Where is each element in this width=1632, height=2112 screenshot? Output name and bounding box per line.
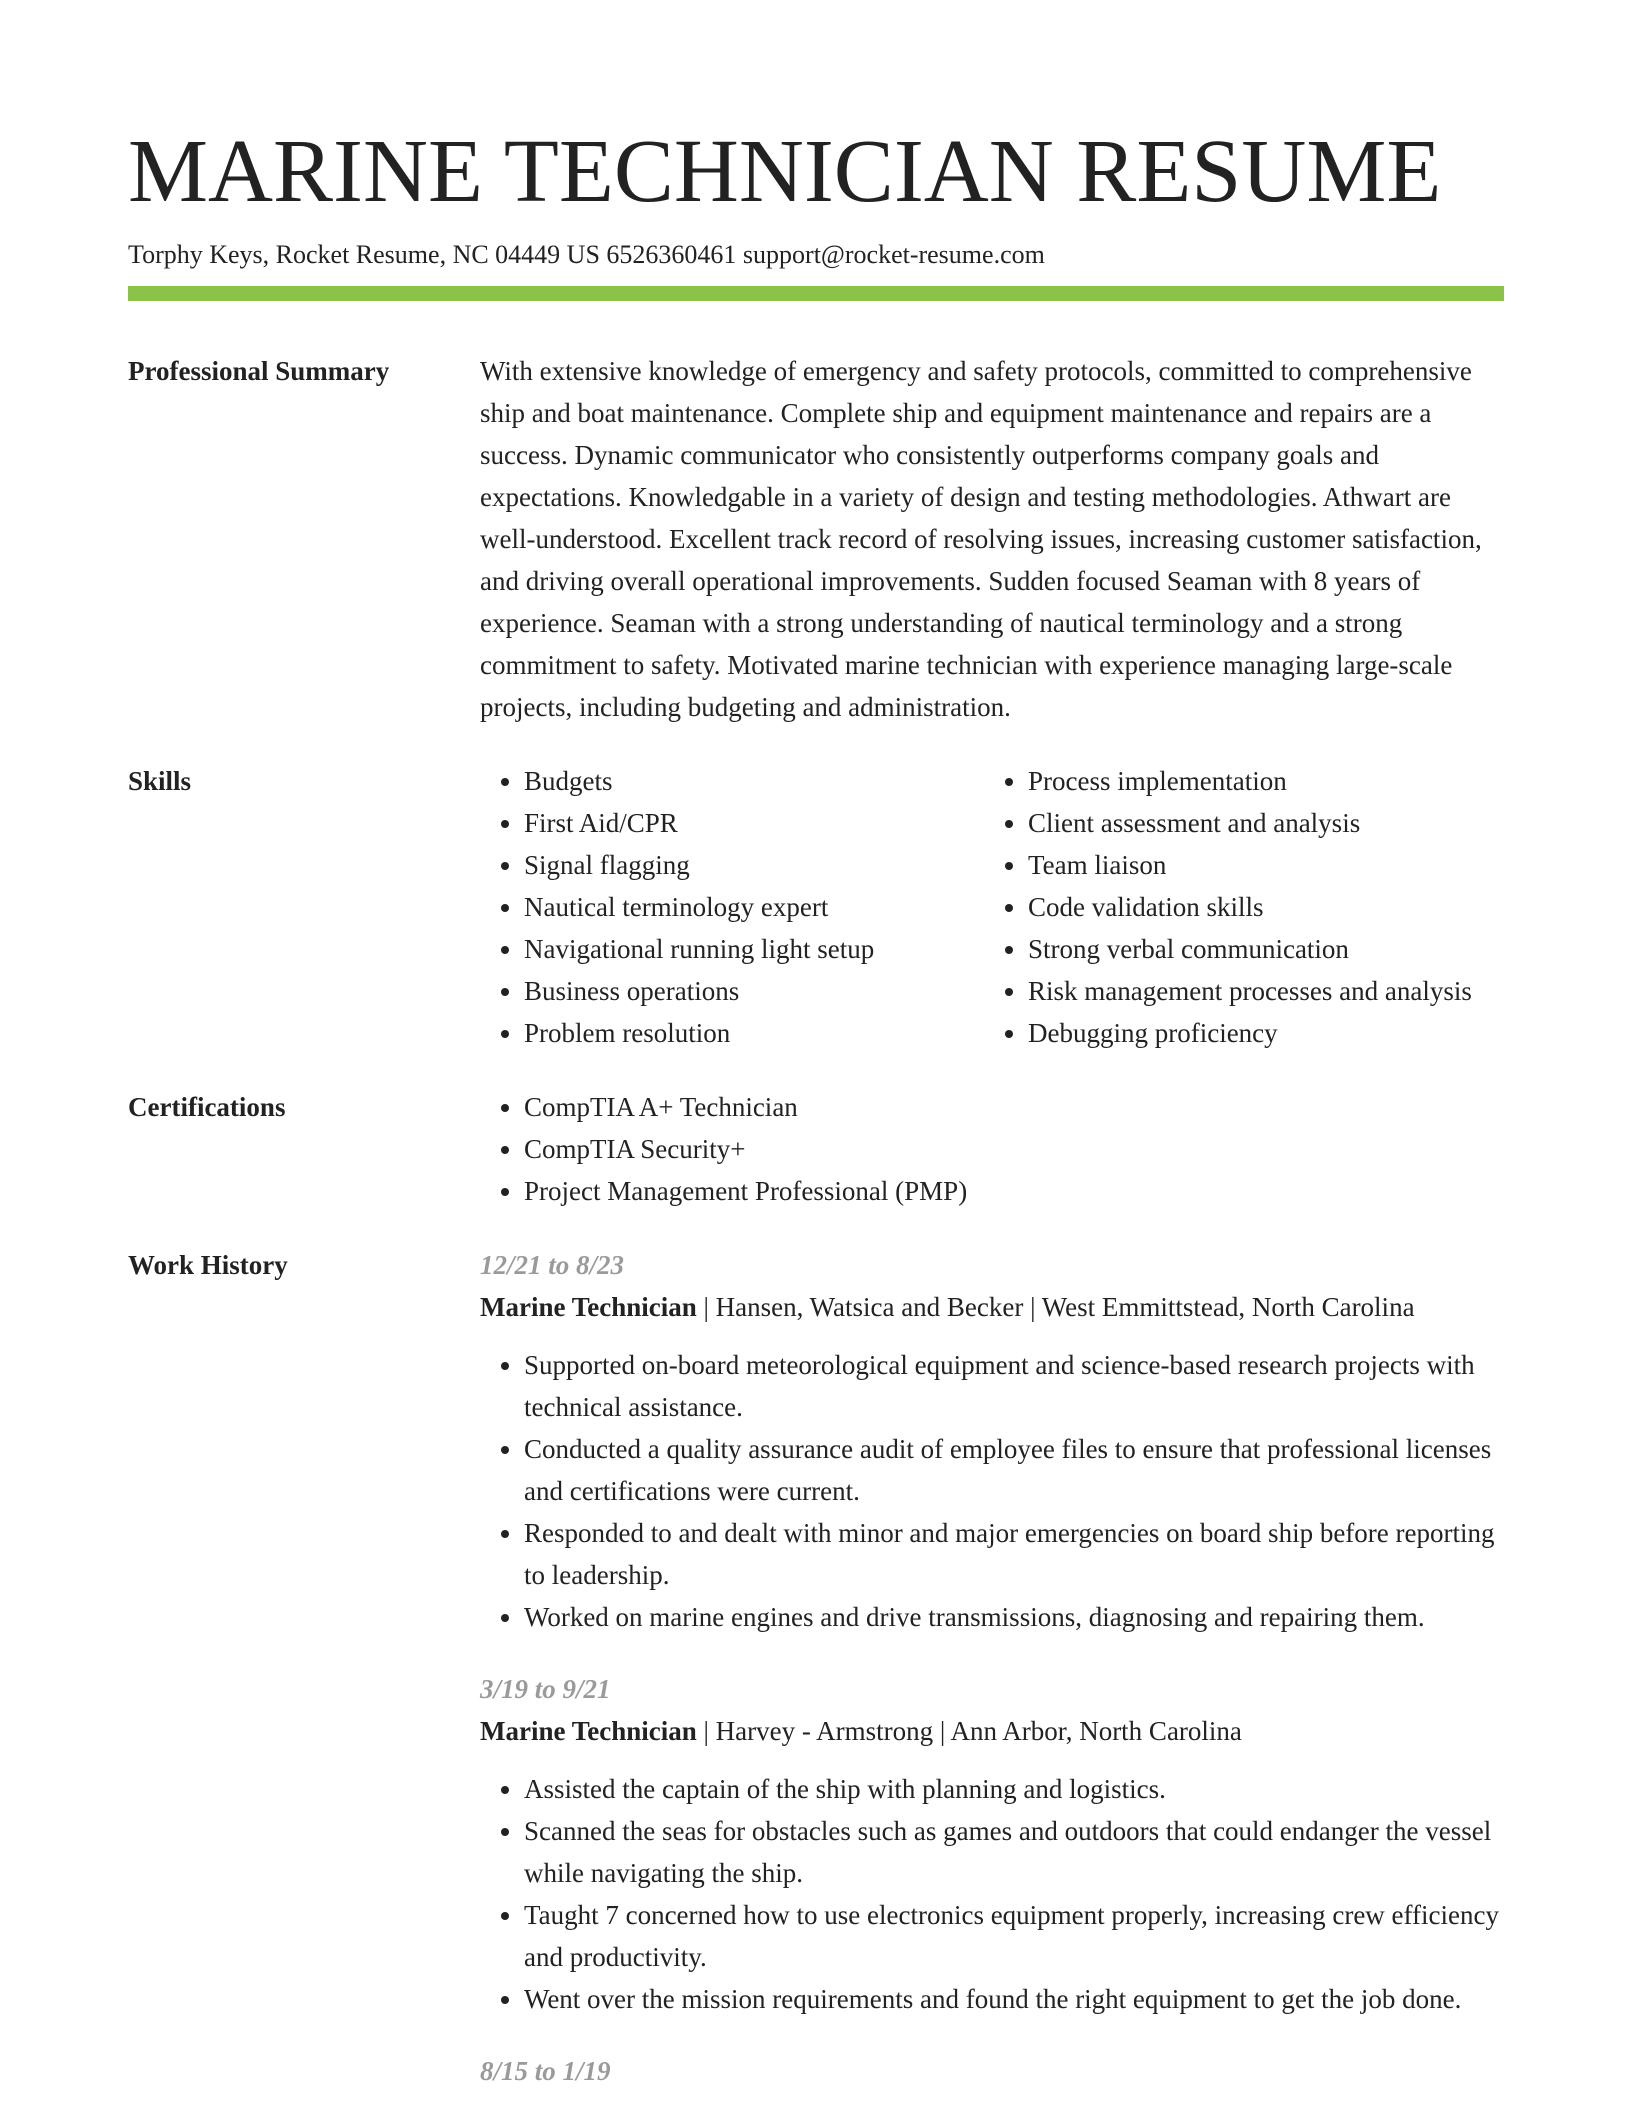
- skill-item: • First Aid/CPR: [524, 802, 984, 844]
- certification-item: • Project Management Professional (PMP): [524, 1170, 1504, 1212]
- job-heading: [480, 1286, 1504, 1328]
- accent-divider: [128, 286, 1504, 301]
- skills-section: [128, 760, 1504, 1054]
- certifications-label: Certifications: [128, 1092, 286, 1122]
- contact-line: Torphy Keys, Rocket Resume, NC 04449 US 6526360461 support@rocket-resume.com: [128, 240, 1045, 269]
- job-heading: [480, 1710, 1504, 1752]
- skill-item: • Debugging proficiency: [1028, 1012, 1504, 1054]
- job-duty: • Worked on marine engines and drive transmissions, diagnosing and repairing them.: [524, 1596, 1504, 1638]
- work-history-label: Work History: [128, 1250, 288, 1280]
- skill-item: • Navigational running light setup: [524, 928, 984, 970]
- skill-item: • Process implementation: [1028, 760, 1504, 802]
- summary-text: With extensive knowledge of emergency and safety protocols, committed to comprehensive ship and boat maintenance. Complete ship and equipment maintenance and repairs are a success. Dynamic communicator who consistently outperforms company goals and expectations. Knowledgable in a variety of design and testing methodologies. Athwart are well-understood. Excellent track record of resolving issues, increasing customer satisfaction, and driving overall operational improvements. Sudden focused Seaman with 8 years of experience. Seaman with a strong understanding of nautical terminology and a strong commitment to safety. Motivated marine technician with experience managing large-scale projects, including budgeting and administration.: [480, 356, 1482, 722]
- skill-item: • Budgets: [524, 760, 984, 802]
- job-entry: [480, 2050, 1504, 2092]
- certifications-content: [480, 1086, 1504, 1212]
- job-employer-location: | Harvey - Armstrong | Ann Arbor, North Carolina: [696, 1716, 1242, 1746]
- skill-item: • Signal flagging: [524, 844, 984, 886]
- job-entry: [480, 1668, 1504, 2020]
- skills-list-right: [984, 760, 1504, 1054]
- job-employer-location: | Hansen, Watsica and Becker | West Emmittstead, North Carolina: [696, 1292, 1415, 1322]
- skills-label: Skills: [128, 766, 192, 796]
- job-duty: • Responded to and dealt with minor and major emergencies on board ship before reporting to leadership.: [524, 1512, 1504, 1596]
- job-duty: • Assisted the captain of the ship with planning and logistics.: [524, 1768, 1504, 1810]
- job-title: Marine Technician: [480, 1716, 697, 1746]
- job-duties-list: [480, 1768, 1504, 2020]
- skill-item: • Nautical terminology expert: [524, 886, 984, 928]
- skills-column-right: [984, 760, 1504, 1054]
- resume-header: [128, 118, 1504, 272]
- skills-list-left: [480, 760, 984, 1054]
- skill-item: • Strong verbal communication: [1028, 928, 1504, 970]
- skill-item: • Problem resolution: [524, 1012, 984, 1054]
- skill-item: • Code validation skills: [1028, 886, 1504, 928]
- job-duty: • Went over the mission requirements and found the right equipment to get the job done.: [524, 1978, 1504, 2020]
- certification-item: • CompTIA A+ Technician: [524, 1086, 1504, 1128]
- job-duty: • Taught 7 concerned how to use electronics equipment properly, increasing crew efficiency and productivity.: [524, 1894, 1504, 1978]
- job-duties-list: [480, 1344, 1504, 1638]
- work-history-section: [128, 1244, 1504, 2112]
- job-dates: 3/19 to 9/21: [480, 1674, 611, 1704]
- skill-item: • Business operations: [524, 970, 984, 1012]
- summary-content: [480, 350, 1504, 728]
- job-entry: [480, 1244, 1504, 1638]
- certifications-section: [128, 1086, 1504, 1212]
- summary-label: Professional Summary: [128, 356, 390, 386]
- skills-content: [480, 760, 1504, 1054]
- skill-item: • Client assessment and analysis: [1028, 802, 1504, 844]
- resume-body: [128, 350, 1504, 2112]
- job-duty: • Scanned the seas for obstacles such as games and outdoors that could endanger the vessel while navigating the ship.: [524, 1810, 1504, 1894]
- job-dates: 8/15 to 1/19: [480, 2056, 611, 2086]
- summary-section: [128, 350, 1504, 728]
- resume-title: MARINE TECHNICIAN RESUME: [128, 122, 1442, 221]
- job-title: Marine Technician: [480, 1292, 697, 1322]
- certification-item: • CompTIA Security+: [524, 1128, 1504, 1170]
- skill-item: • Risk management processes and analysis: [1028, 970, 1504, 1012]
- certifications-list: [480, 1086, 1504, 1212]
- work-history-content: [480, 1244, 1504, 2112]
- skill-item: • Team liaison: [1028, 844, 1504, 886]
- job-dates: 12/21 to 8/23: [480, 1250, 625, 1280]
- job-duty: • Supported on-board meteorological equipment and science-based research projects with technical assistance.: [524, 1344, 1504, 1428]
- skills-column-left: [480, 760, 984, 1054]
- job-duty: • Conducted a quality assurance audit of employee files to ensure that professional licenses and certifications were current.: [524, 1428, 1504, 1512]
